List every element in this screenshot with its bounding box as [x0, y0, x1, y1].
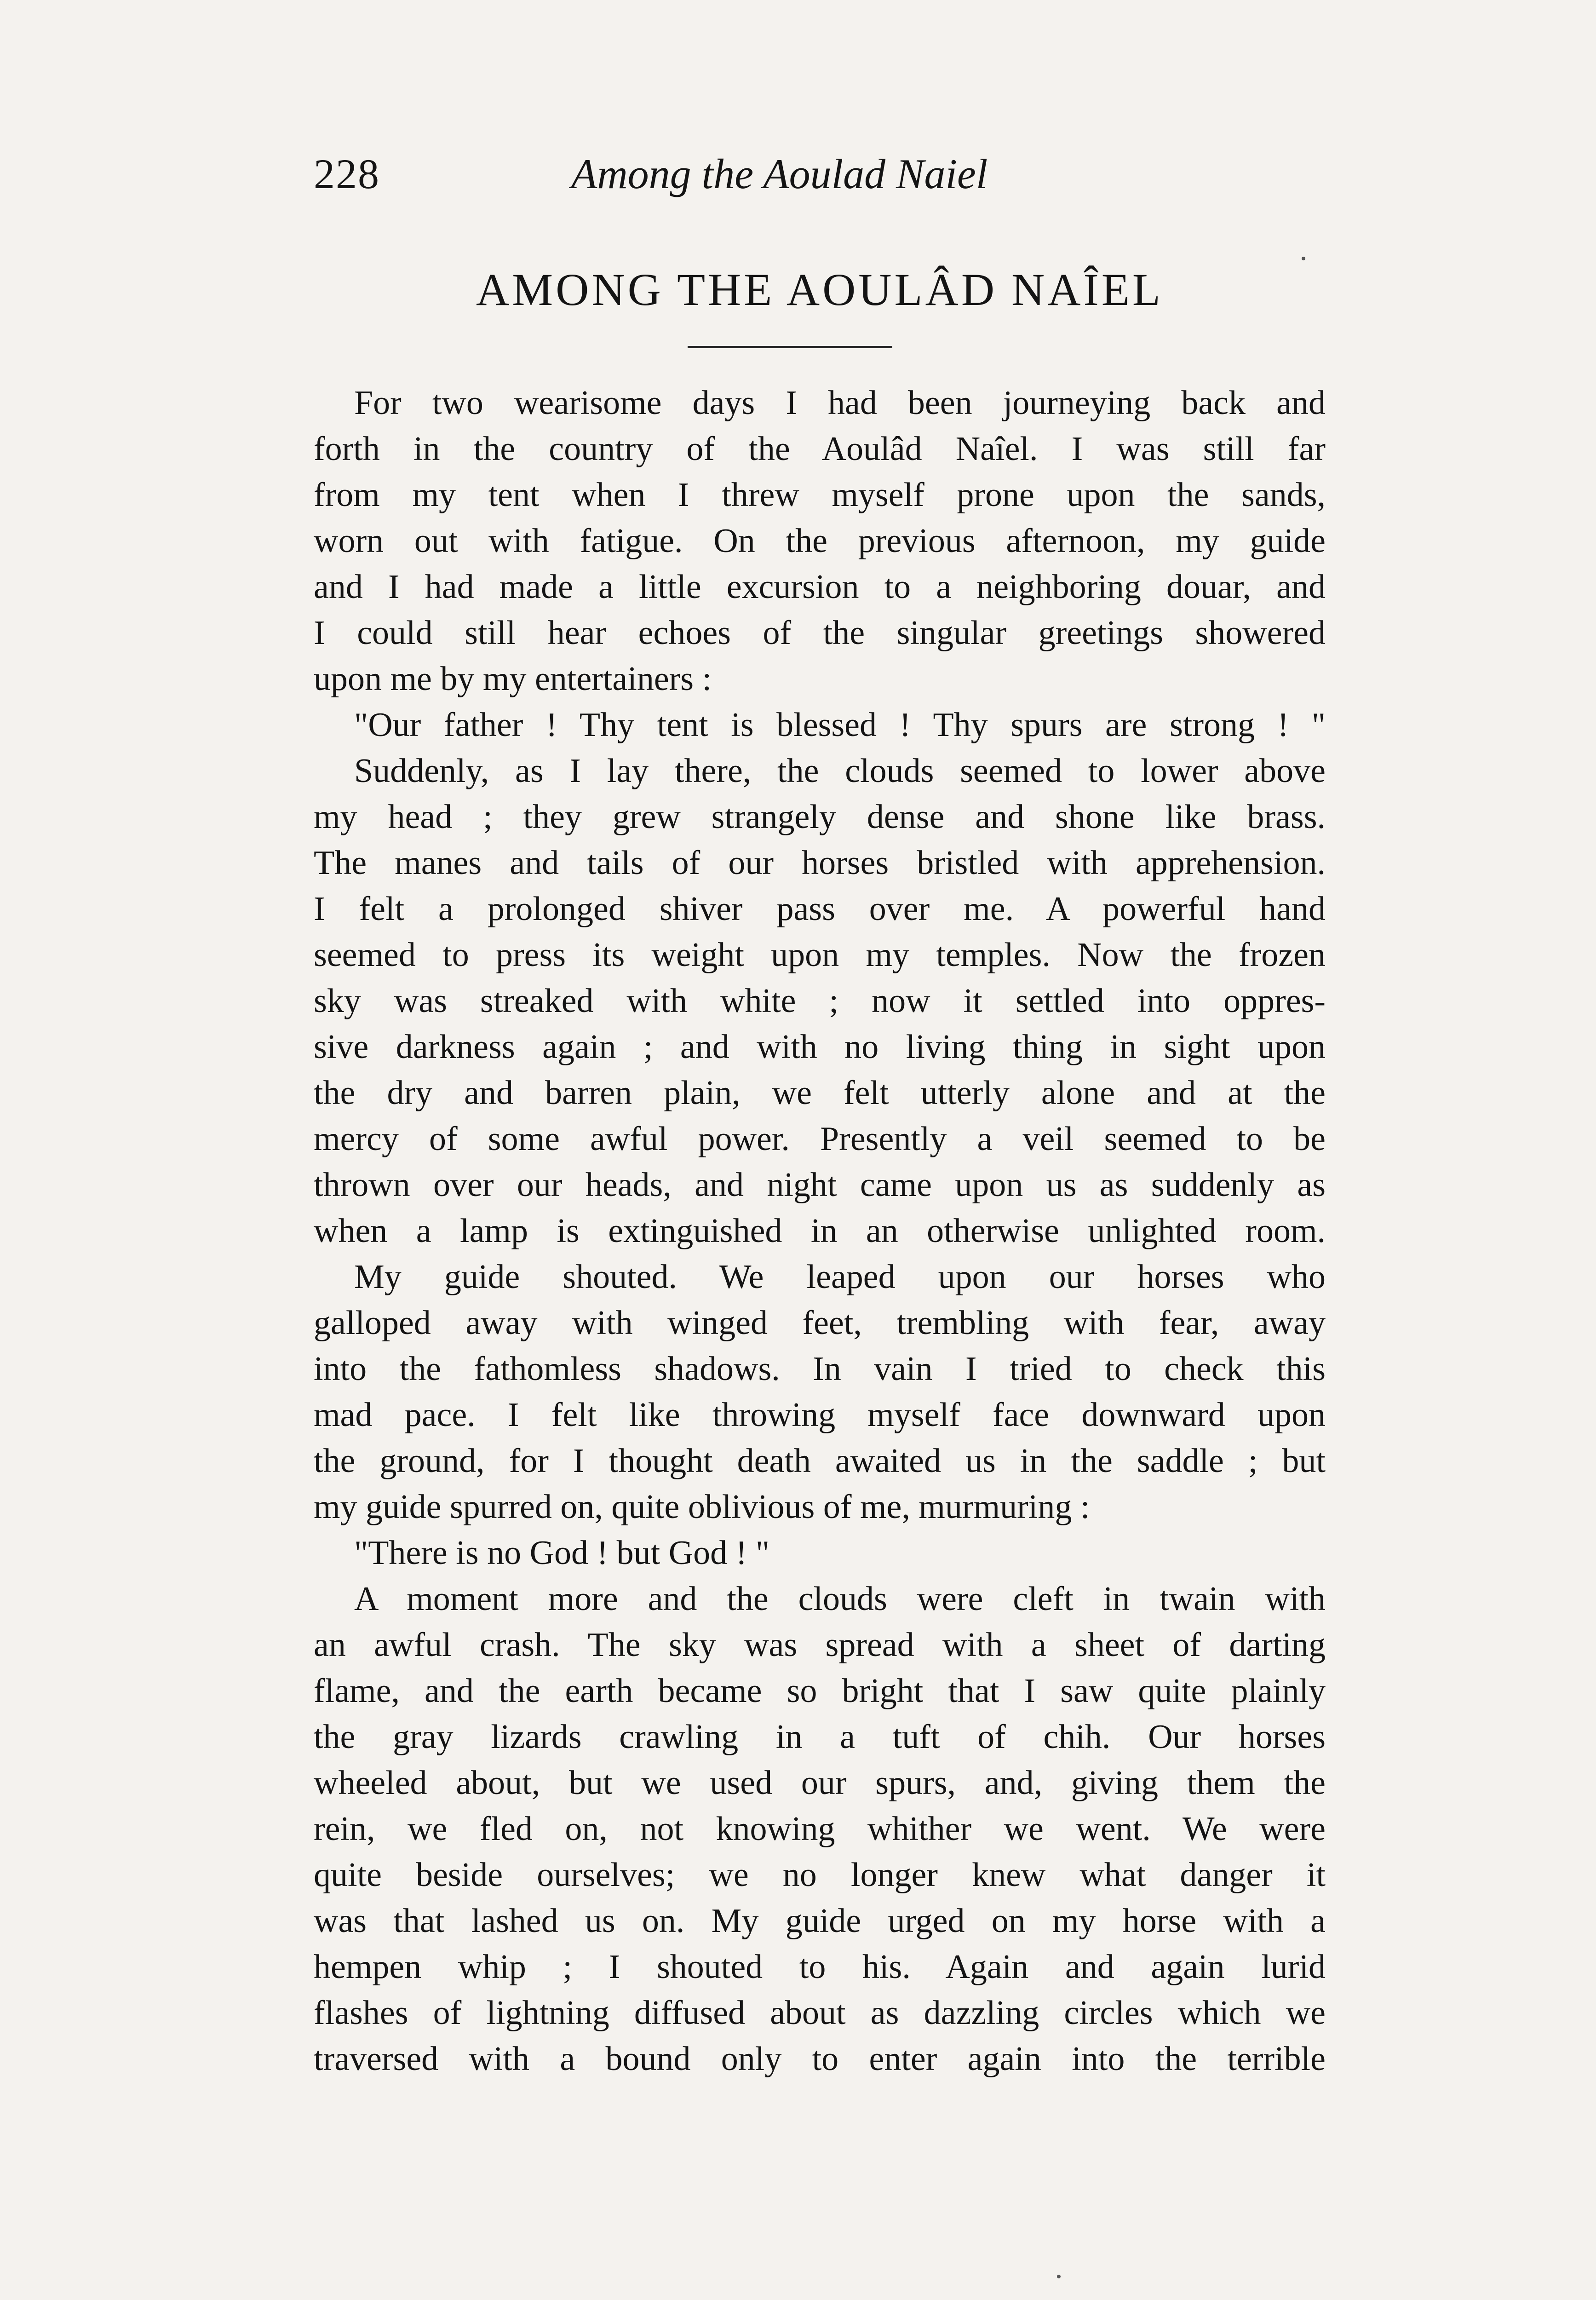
text-line: upon me by my entertainers :: [314, 660, 712, 698]
article-body: [314, 380, 1326, 2082]
text-line: seemed to press its weight upon my temples. Now the frozen: [314, 936, 1326, 974]
text-line: and I had made a little excursion to a neighboring douar, and: [314, 568, 1326, 606]
text-line: the ground, for I thought death awaited us in the saddle ; but: [314, 1442, 1326, 1480]
text-line: flashes of lightning diffused about as dazzling circles which we: [314, 1994, 1326, 2032]
text-line: mad pace. I felt like throwing myself face downward upon: [314, 1396, 1326, 1434]
text-line: traversed with a bound only to enter again into the terrible: [314, 2040, 1326, 2078]
text-line: sive darkness again ; and with no living thing in sight upon: [314, 1028, 1326, 1066]
text-line: I could still hear echoes of the singular greetings showered: [314, 614, 1326, 652]
text-line: the gray lizards crawling in a tuft of chih. Our horses: [314, 1718, 1326, 1756]
text-line: My guide shouted. We leaped upon our horses who: [354, 1258, 1326, 1296]
text-line: "Our father ! Thy tent is blessed ! Thy spurs are strong ! ": [354, 706, 1326, 744]
print-speck: [1057, 2275, 1061, 2278]
chapter-title: AMONG THE AOULÂD NAÎEL: [476, 264, 1163, 315]
text-line: flame, and the earth became so bright that I saw quite plainly: [314, 1672, 1326, 1710]
title-divider: [688, 346, 892, 348]
text-line: from my tent when I threw myself prone upon the sands,: [314, 476, 1326, 514]
text-line: my guide spurred on, quite oblivious of me, murmuring :: [314, 1488, 1090, 1526]
text-line: I felt a prolonged shiver pass over me. A powerful hand: [314, 890, 1326, 928]
text-line: the dry and barren plain, we felt utterly alone and at the: [314, 1074, 1326, 1112]
text-line: rein, we fled on, not knowing whither we went. We were: [314, 1810, 1326, 1848]
text-line: forth in the country of the Aoulâd Naîel. I was still far: [314, 430, 1326, 468]
text-line: The manes and tails of our horses bristled with apprehension.: [314, 844, 1326, 882]
print-speck: [1302, 257, 1305, 260]
page-number: 228: [314, 150, 380, 197]
text-line: an awful crash. The sky was spread with a sheet of darting: [314, 1626, 1326, 1664]
text-line: For two wearisome days I had been journeying back and: [354, 384, 1326, 422]
text-line: sky was streaked with white ; now it settled into oppres-: [314, 982, 1326, 1020]
running-head: Among the Aoulad Naiel: [571, 150, 988, 197]
text-line: quite beside ourselves; we no longer knew what danger it: [314, 1856, 1326, 1894]
text-line: was that lashed us on. My guide urged on my horse with a: [314, 1902, 1326, 1940]
text-line: mercy of some awful power. Presently a veil seemed to be: [314, 1120, 1326, 1158]
text-line: A moment more and the clouds were cleft in twain with: [354, 1580, 1326, 1618]
text-line: wheeled about, but we used our spurs, and, giving them the: [314, 1764, 1326, 1802]
text-line: "There is no God ! but God ! ": [354, 1534, 770, 1572]
text-line: thrown over our heads, and night came upon us as suddenly as: [314, 1166, 1326, 1204]
text-line: my head ; they grew strangely dense and shone like brass.: [314, 798, 1326, 836]
text-line: into the fathomless shadows. In vain I tried to check this: [314, 1350, 1326, 1388]
text-line: hempen whip ; I shouted to his. Again and again lurid: [314, 1948, 1326, 1986]
text-line: Suddenly, as I lay there, the clouds seemed to lower above: [354, 752, 1326, 790]
text-line: worn out with fatigue. On the previous afternoon, my guide: [314, 522, 1326, 560]
text-line: when a lamp is extinguished in an otherwise unlighted room.: [314, 1212, 1326, 1250]
running-header: [314, 146, 1072, 201]
text-line: galloped away with winged feet, trembling with fear, away: [314, 1304, 1326, 1342]
